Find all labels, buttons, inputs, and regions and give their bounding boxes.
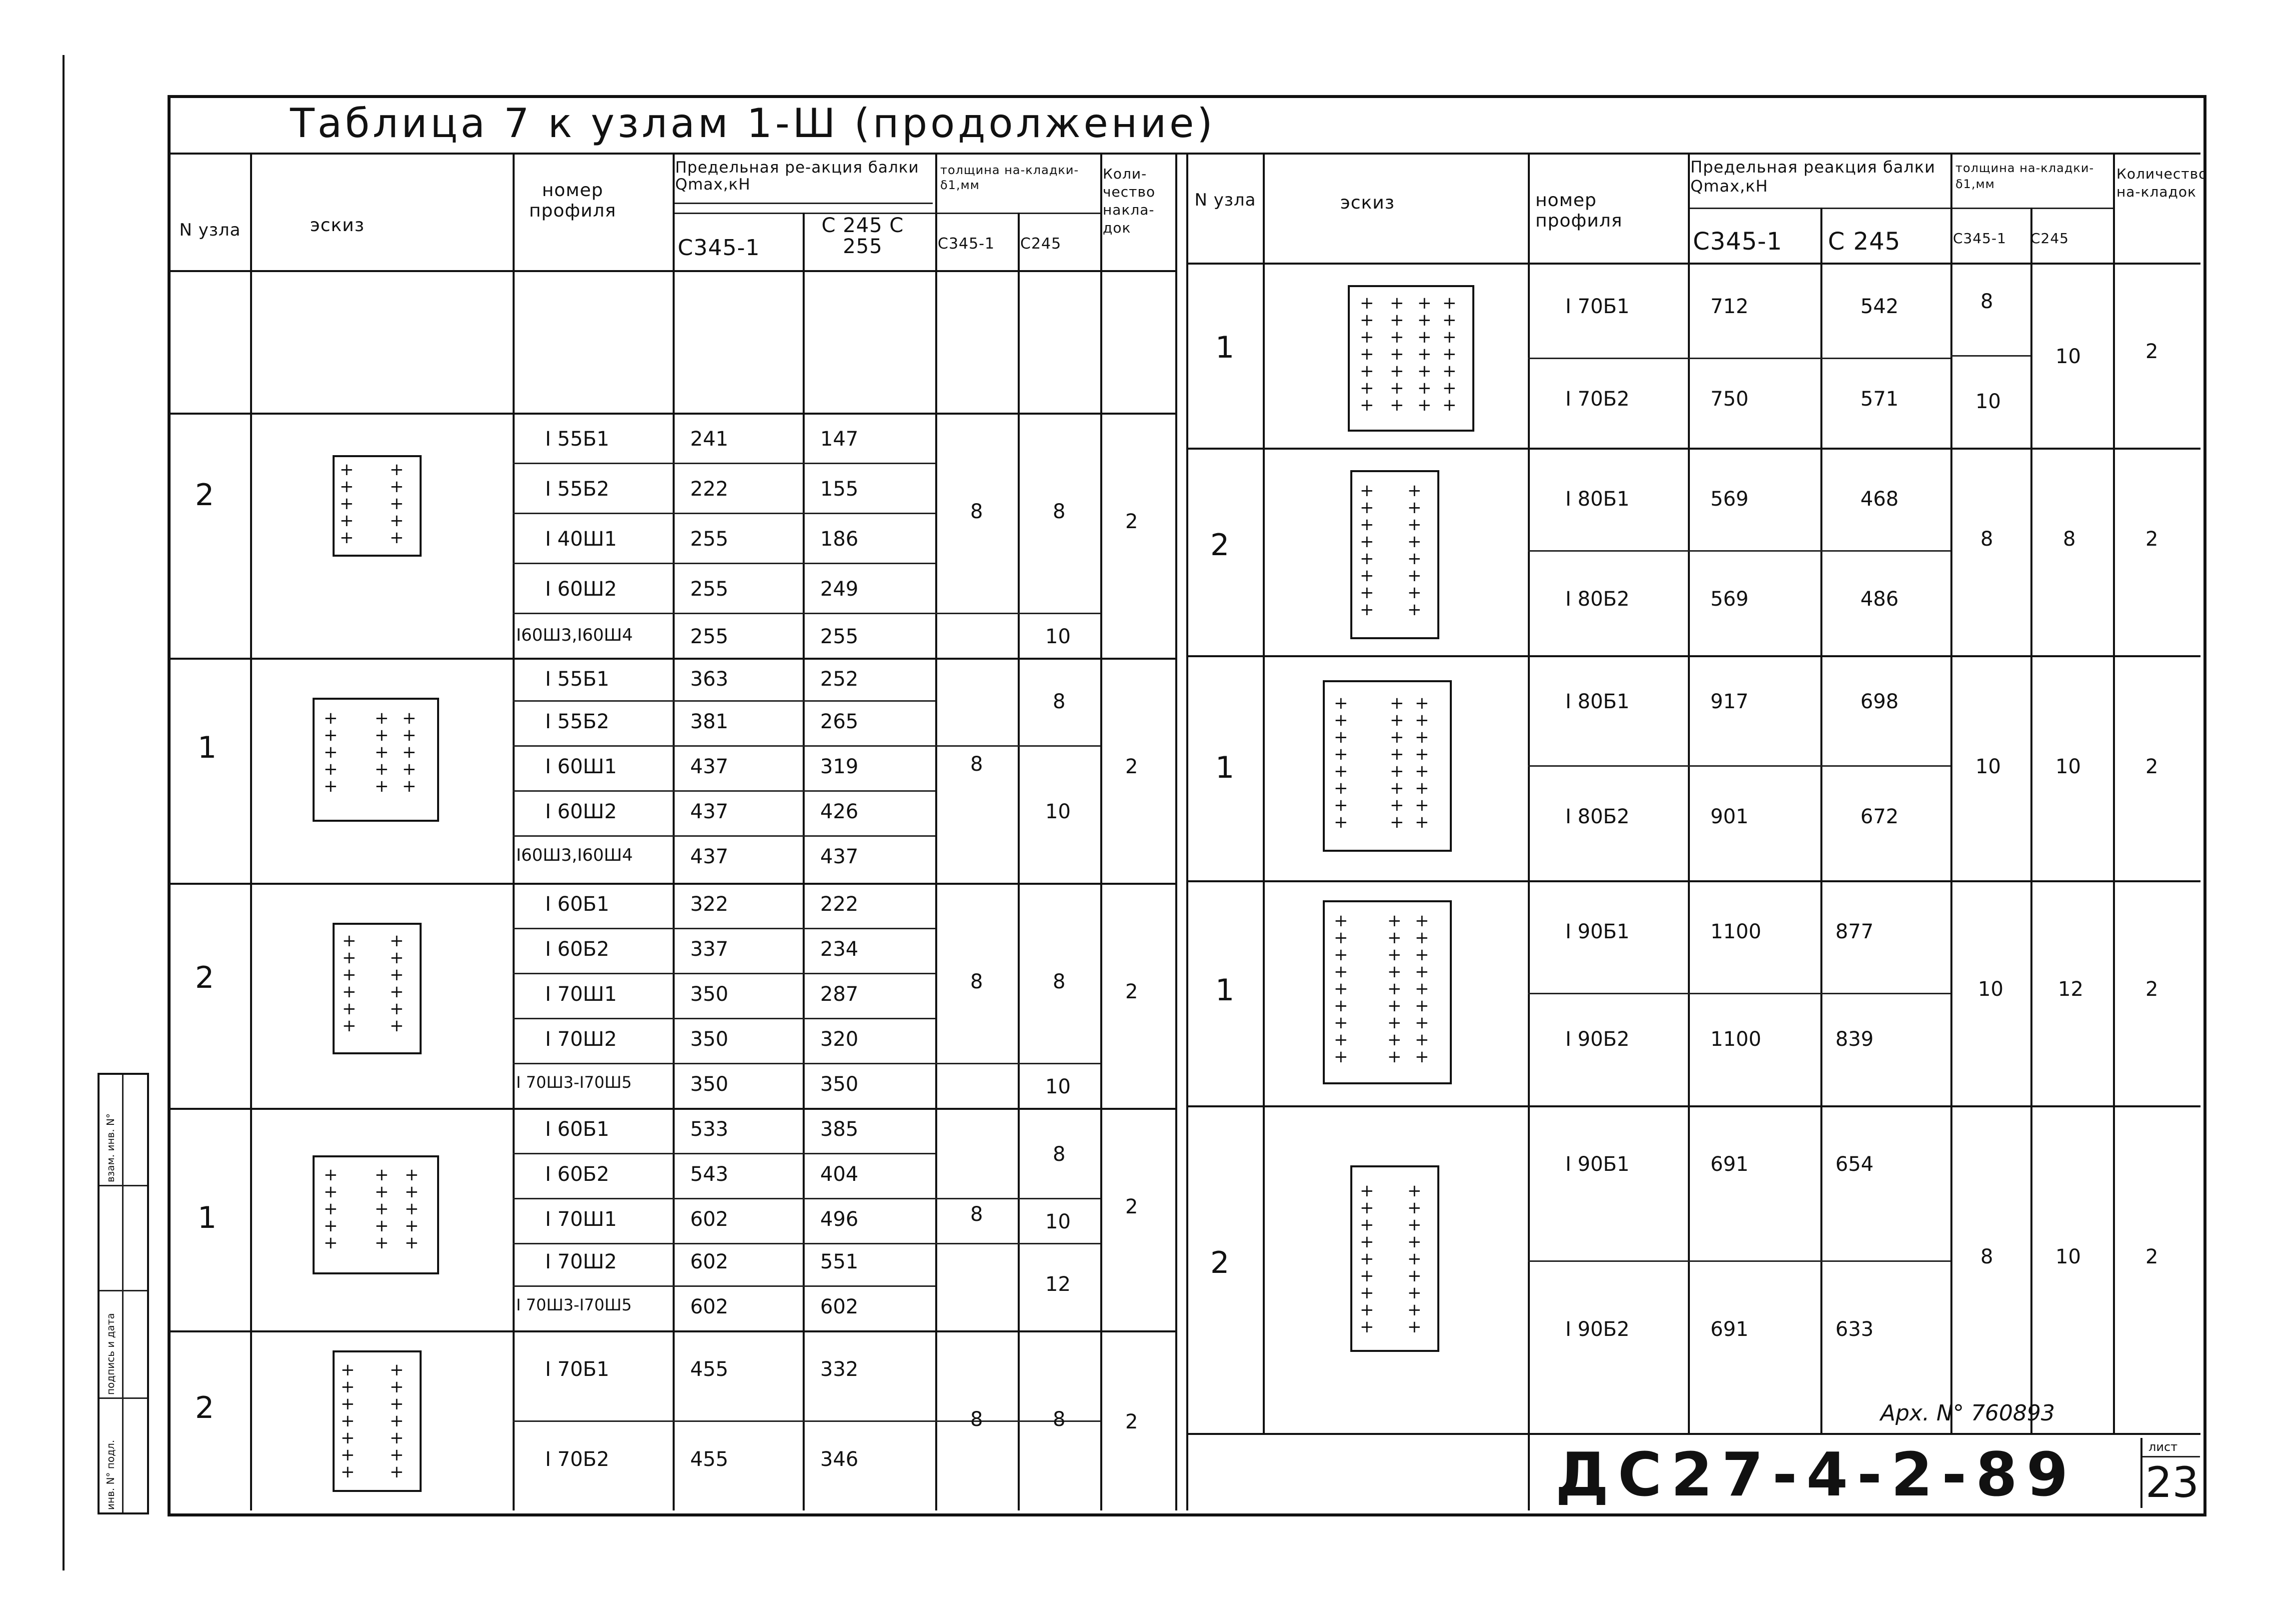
thickness-c345: 8 (970, 970, 983, 993)
header-count: Коли-чество накла-док (1103, 166, 1156, 236)
c245-cell: 346 (820, 1448, 859, 1471)
profile-cell: I 90Б1 (1565, 920, 1630, 943)
profile-cell: I 90Б1 (1565, 1153, 1630, 1176)
profile-cell: I 70Б1 (1565, 295, 1630, 318)
left-col-line (1018, 213, 1020, 1510)
profile-cell: I 70Ш2 (545, 1250, 617, 1273)
row-line (513, 613, 1100, 614)
c345-cell: 712 (1710, 295, 1749, 318)
margin-label-vzam: взам. инв. N° (105, 1113, 117, 1182)
c345-cell: 691 (1710, 1318, 1749, 1341)
c245-cell: 265 (820, 710, 859, 733)
margin-stamp-line (100, 1397, 147, 1399)
node-number: 1 (1215, 750, 1235, 785)
row-line (513, 700, 935, 702)
c245-cell: 633 (1835, 1318, 1874, 1341)
c245-cell: 571 (1860, 388, 1899, 411)
c245-cell: 602 (820, 1295, 859, 1318)
c245-cell: 155 (820, 478, 859, 501)
c245-cell: 385 (820, 1118, 859, 1141)
c345-cell: 569 (1710, 588, 1749, 611)
row-line (1528, 765, 1950, 767)
profile-cell: I 60Б2 (545, 938, 610, 961)
thickness-c245: 10 (1045, 800, 1071, 823)
right-group-sep (1186, 1105, 2200, 1107)
thickness-c245: 8 (1053, 970, 1066, 993)
c245-cell: 319 (820, 755, 859, 778)
left-col-line (513, 153, 515, 1510)
header-profile: номер профиля (529, 180, 617, 221)
c345-cell: 322 (690, 893, 729, 916)
bolt-sketch: + + + + + + + + + + + + + + + + + + + + + + + + + + + + (1348, 285, 1474, 432)
profile-cell: I60Ш3,I60Ш4 (516, 625, 633, 645)
profile-cell: I 70Ш1 (545, 1208, 617, 1231)
c345-cell: 437 (690, 800, 729, 823)
profile-cell: I 80Б2 (1565, 805, 1630, 828)
plate-count: 2 (1125, 980, 1138, 1003)
c245-cell: 877 (1835, 920, 1874, 943)
thickness-c345: 8 (970, 753, 983, 776)
row-line (513, 1285, 935, 1287)
c345-cell: 569 (1710, 488, 1749, 511)
c345-cell: 337 (690, 938, 729, 961)
row-line (513, 1243, 1100, 1244)
right-col-line (1820, 208, 1822, 1433)
c345-cell: 602 (690, 1250, 729, 1273)
right-group-sep (1186, 655, 2200, 657)
plate-count: 2 (2145, 1245, 2158, 1268)
thickness-c245: 8 (2063, 528, 2076, 551)
c245-cell: 147 (820, 428, 859, 451)
profile-cell: I 90Б2 (1565, 1318, 1630, 1341)
header-thickness-right: толщина на-кладки-δ1,мм (1955, 161, 2094, 191)
c345-cell: 350 (690, 1028, 729, 1051)
left-col-line (935, 153, 937, 1510)
bolt-sketch: + + + + + + + + + + + + + + + (313, 1155, 439, 1274)
right-subheader-line (1688, 208, 2113, 209)
thickness-c345: 8 (1980, 1245, 1993, 1268)
profile-cell: I 55Б1 (545, 668, 610, 691)
c245-cell: 426 (820, 800, 859, 823)
node-number: 1 (198, 1200, 217, 1235)
row-line (1528, 358, 1950, 359)
right-col-line (1950, 153, 1952, 1433)
thickness-c345: 10 (1975, 755, 2001, 778)
node-number: 2 (1210, 1245, 1230, 1280)
thickness-c245: 10 (1045, 625, 1071, 648)
header-reaction-right: Предельная реакция балки Qmax,кН (1690, 158, 1935, 196)
row-line (1528, 993, 1950, 994)
row-line (513, 563, 935, 564)
thickness-c245: 10 (2055, 345, 2081, 368)
c345-cell: 602 (690, 1208, 729, 1231)
c345-cell: 602 (690, 1295, 729, 1318)
header-count-right: Количество на-кладок (2116, 166, 2208, 200)
plate-count: 2 (2145, 528, 2158, 551)
left-group-sep (170, 883, 1175, 885)
c345-cell: 455 (690, 1448, 729, 1471)
bolt-sketch: + + + + + + + + + + + + + + + + + + + + + + + + + + + (1323, 900, 1452, 1084)
row-line (513, 745, 1100, 747)
header-node-no-right: N узла (1194, 190, 1256, 210)
row-line (1950, 355, 2030, 357)
row-line (513, 790, 935, 792)
right-group-sep (1186, 880, 2200, 882)
right-col-line (1688, 153, 1690, 1433)
header-sketch-right: эскиз (1340, 193, 1395, 213)
header-reaction: Предельная ре-акция балки Qmax,кН (675, 159, 919, 194)
thickness-c345: 8 (1980, 528, 1993, 551)
profile-cell: I 70Б1 (545, 1358, 610, 1381)
center-divider (1175, 153, 1177, 1510)
right-col-line (2030, 208, 2032, 1433)
thickness-c245: 8 (1053, 1143, 1066, 1166)
c345-cell: 222 (690, 478, 729, 501)
c245-cell: 320 (820, 1028, 859, 1051)
left-col-line (673, 153, 675, 1510)
c245-cell: 249 (820, 578, 859, 601)
bolt-sketch: + + + + + + + + + + + + + + + + + + + + + + + + (1323, 680, 1452, 852)
header-t-c245-right: С245 (2030, 230, 2069, 247)
c245-cell: 698 (1860, 690, 1899, 713)
left-group-sep (170, 1108, 1175, 1110)
thickness-c245: 10 (2055, 755, 2081, 778)
profile-cell: I 80Б1 (1565, 690, 1630, 713)
margin-stamp (98, 1073, 149, 1514)
profile-cell: I 70Ш3-I70Ш5 (516, 1073, 632, 1092)
left-col-line (250, 153, 252, 1510)
plate-count: 2 (1125, 1410, 1138, 1433)
header-sketch: эскиз (310, 215, 365, 236)
c345-cell: 363 (690, 668, 729, 691)
plate-count: 2 (2145, 755, 2158, 778)
c345-cell: 543 (690, 1163, 729, 1186)
row-line (513, 973, 935, 974)
c245-cell: 839 (1835, 1028, 1874, 1051)
profile-cell: I 60Б1 (545, 1118, 610, 1141)
archive-number: Арх. N° 760893 (1880, 1400, 2055, 1426)
profile-cell: I 70Ш3-I70Ш5 (516, 1295, 632, 1314)
plate-count: 2 (1125, 1195, 1138, 1218)
c245-cell: 255 (820, 625, 859, 648)
c245-cell: 287 (820, 983, 859, 1006)
c245-cell: 672 (1860, 805, 1899, 828)
profile-cell: I 60Ш1 (545, 755, 617, 778)
c345-cell: 255 (690, 578, 729, 601)
plate-count: 2 (1125, 755, 1138, 778)
header-node-no: N узла (179, 220, 241, 240)
profile-cell: I 70Ш1 (545, 983, 617, 1006)
document-code: ДС27-4-2-89 (1555, 1440, 2077, 1510)
c345-cell: 455 (690, 1358, 729, 1381)
center-divider-2 (1186, 153, 1188, 1510)
sheet-box (2140, 1438, 2200, 1508)
profile-cell: I 80Б1 (1565, 488, 1630, 511)
right-col-line (1263, 153, 1265, 1433)
sheet-box-line (2142, 1456, 2200, 1457)
left-subheader-line-2 (673, 203, 933, 204)
c245-cell: 551 (820, 1250, 859, 1273)
left-col-line (1100, 153, 1102, 1510)
thickness-c345: 10 (1975, 390, 2001, 413)
table-title: Таблица 7 к узлам 1-Ш (продолжение) (290, 100, 1216, 147)
left-subheader-line (673, 213, 1100, 214)
thickness-c245: 8 (1053, 690, 1066, 713)
thickness-c245: 12 (1045, 1273, 1071, 1296)
right-col-line (1528, 153, 1530, 1510)
header-profile-right: номер профиля (1535, 190, 1623, 231)
row-line (513, 1018, 935, 1019)
bolt-sketch: + + + + + + + + + + + + + + + (313, 698, 439, 822)
right-group-sep (1186, 1433, 2200, 1435)
c245-cell: 234 (820, 938, 859, 961)
c245-cell: 468 (1860, 488, 1899, 511)
binding-margin-line (63, 55, 65, 1570)
c345-cell: 1100 (1710, 920, 1761, 943)
profile-cell: I 70Б2 (1565, 388, 1630, 411)
node-number: 2 (195, 478, 215, 513)
thickness-c345: 8 (970, 500, 983, 523)
row-line (513, 928, 935, 929)
profile-cell: I 70Б2 (545, 1448, 610, 1471)
row-line (1528, 550, 1950, 552)
c245-cell: 252 (820, 668, 859, 691)
bolt-sketch: + + + + + + + + + + + + + + (333, 1350, 422, 1492)
thickness-c245: 8 (1053, 500, 1066, 523)
profile-cell: I 70Ш2 (545, 1028, 617, 1051)
node-number: 1 (1215, 973, 1235, 1008)
bolt-sketch: + + + + + + + + + + + + + + + + (1350, 470, 1439, 639)
bolt-sketch: + + + + + + + + + + (333, 455, 422, 557)
thickness-c245: 10 (1045, 1075, 1071, 1098)
left-group-sep (170, 413, 1175, 415)
profile-cell: I 60Ш2 (545, 800, 617, 823)
c245-cell: 486 (1860, 588, 1899, 611)
margin-stamp-line (122, 1075, 124, 1512)
c245-cell: 404 (820, 1163, 859, 1186)
profile-cell: I 90Б2 (1565, 1028, 1630, 1051)
row-line (513, 1420, 1100, 1422)
row-line (513, 835, 935, 837)
c345-cell: 533 (690, 1118, 729, 1141)
profile-cell: I 55Б2 (545, 710, 610, 733)
row-line (513, 513, 935, 514)
left-group-sep (170, 1330, 1175, 1332)
row-line (513, 463, 935, 464)
c245-cell: 496 (820, 1208, 859, 1231)
bolt-sketch: + + + + + + + + + + + + + + + + + + (1350, 1165, 1439, 1352)
profile-cell: I 55Б2 (545, 478, 610, 501)
margin-label-sign: подпись и дата (105, 1313, 117, 1395)
c245-cell: 542 (1860, 295, 1899, 318)
plate-count: 2 (2145, 340, 2158, 363)
title-underline (170, 153, 2200, 155)
c345-cell: 255 (690, 528, 729, 551)
c345-cell: 750 (1710, 388, 1749, 411)
c345-cell: 350 (690, 983, 729, 1006)
node-number: 2 (195, 960, 215, 995)
plate-count: 2 (2145, 978, 2158, 1001)
profile-cell: I 55Б1 (545, 428, 610, 451)
sheet-label: лист (2148, 1440, 2178, 1454)
thickness-c245: 12 (2058, 978, 2083, 1001)
left-col-line (803, 213, 805, 1510)
profile-cell: I 60Б2 (545, 1163, 610, 1186)
plate-count: 2 (1125, 510, 1138, 533)
c345-cell: 241 (690, 428, 729, 451)
header-c345: С345-1 (678, 235, 760, 261)
c345-cell: 381 (690, 710, 729, 733)
c345-cell: 255 (690, 625, 729, 648)
c245-cell: 654 (1835, 1153, 1874, 1176)
header-c345-right: С345-1 (1693, 228, 1782, 256)
row-line (513, 1153, 935, 1154)
c245-cell: 437 (820, 845, 859, 868)
header-thickness: толщина на-кладки-δ1,мм (940, 163, 1079, 192)
row-line (513, 1063, 1100, 1064)
thickness-c345: 8 (970, 1203, 983, 1226)
header-c245-c255: С 245 С 255 (821, 214, 904, 258)
margin-label-inv: инв. N° подл. (105, 1439, 117, 1510)
right-col-line (2113, 153, 2115, 1433)
header-t-c245: С245 (1020, 235, 1062, 253)
c345-cell: 691 (1710, 1153, 1749, 1176)
c345-cell: 1100 (1710, 1028, 1761, 1051)
c345-cell: 350 (690, 1073, 729, 1096)
c245-cell: 332 (820, 1358, 859, 1381)
node-number: 2 (1210, 528, 1230, 563)
c245-cell: 186 (820, 528, 859, 551)
profile-cell: I60Ш3,I60Ш4 (516, 845, 633, 865)
profile-cell: I 40Ш1 (545, 528, 617, 551)
right-header-bottom (1186, 263, 2200, 265)
c245-cell: 222 (820, 893, 859, 916)
c345-cell: 917 (1710, 690, 1749, 713)
row-line (1528, 1260, 1950, 1262)
header-t-c345: С345-1 (938, 235, 995, 253)
bolt-sketch: + + + + + + + + + + + + (333, 923, 422, 1054)
header-c245-right: С 245 (1828, 228, 1901, 256)
thickness-c345: 10 (1978, 978, 2003, 1001)
node-number: 2 (195, 1390, 215, 1425)
node-number: 1 (198, 730, 217, 765)
thickness-c245: 8 (1053, 1408, 1066, 1431)
profile-cell: I 80Б2 (1565, 588, 1630, 611)
c345-cell: 437 (690, 845, 729, 868)
thickness-c245: 10 (2055, 1245, 2081, 1268)
node-number: 1 (1215, 330, 1235, 365)
thickness-c245: 10 (1045, 1210, 1071, 1233)
c345-cell: 901 (1710, 805, 1749, 828)
margin-stamp-line (100, 1185, 147, 1186)
c245-cell: 350 (820, 1073, 859, 1096)
header-t-c345-right: С345-1 (1953, 230, 2006, 247)
row-line (513, 1198, 1100, 1199)
profile-cell: I 60Ш2 (545, 578, 617, 601)
thickness-c345: 8 (1980, 290, 1993, 313)
c345-cell: 437 (690, 755, 729, 778)
sheet-number: 23 (2145, 1458, 2199, 1507)
left-group-sep (170, 658, 1175, 660)
right-group-sep (1186, 448, 2200, 450)
margin-stamp-line (100, 1290, 147, 1291)
profile-cell: I 60Б1 (545, 893, 610, 916)
thickness-c345: 8 (970, 1408, 983, 1431)
